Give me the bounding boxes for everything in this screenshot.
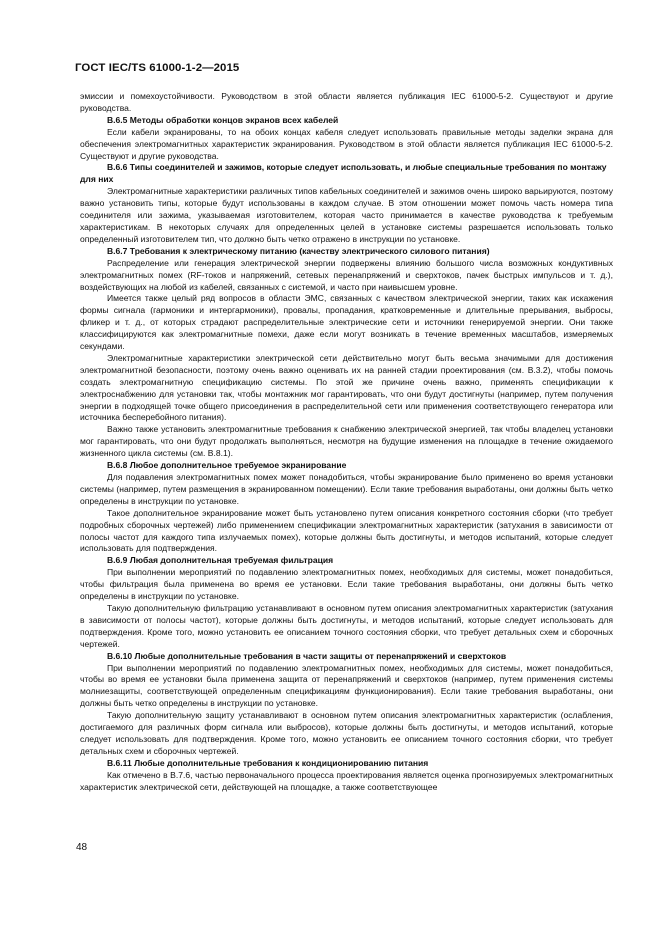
paragraph: При выполнении мероприятий по подавлению электромагнитных помех, необходимых для системы, может понадобиться, чтобы во время ее установки была применена защита от перенапряжений и сверхтоков (например, путем применения системы молниезащиты, соответствующей определенным спецификациям функционирования). Если такие требования выработаны, они должны быть четко определены в инструкции по установке. — [80, 662, 613, 709]
paragraph: Такую дополнительную защиту устанавливают в основном путем описания электромагнитных характеристик (ослабления, достигаемого для различных форм сигнала или выбросов), которые должны быть достигнуты, и методов испытаний, которые следует использовать для подтверждения. Кроме того, можно установить ее описанием точного состояния сборки, что требует детальных схем и сборочных чертежей. — [80, 710, 613, 756]
body-text — [80, 91, 613, 793]
page-number: 48 — [76, 842, 88, 853]
section-heading: В.6.6 Типы соединителей и зажимов, которые следует использовать, и любые специальные требования по монтажу для них — [80, 162, 607, 185]
section-heading: В.6.7 Требования к электрическому питанию (качеству электрического силового питания) — [107, 245, 490, 256]
section-heading: В.6.9 Любая дополнительная требуемая фильтрация — [107, 555, 334, 566]
paragraph: Распределение или генерация электрической энергии подвержены влиянию большого числа возможных кондуктивных электромагнитных помех (RF-токов и напряжений, сетевых перенапряжений и сверхтоков, пачек быстрых импульсов и т. д.), воздействующих на любой из кабелей, связанных с системой, и часто при наивысшем уровне. — [80, 257, 613, 292]
paragraph: Электромагнитные характеристики различных типов кабельных соединителей и зажимов очень широко варьируются, поэтому важно установить типы, которые будут использованы в каждом случае. В этом отношении может помочь часть номера типа соединителя или зажима, указываемая изготовителем, которая часто принимается в качестве руководства к требуемым характеристикам. В некоторых случаях для определенных целей в установке системы разрешается использовать только определенный изготовителем тип, что должно быть четко отражено в инструкции по установке. — [80, 186, 613, 244]
paragraph: Важно также установить электромагнитные требования к снабжению электрической энергией, так чтобы владелец установки мог гарантировать, что они будут продолжать выполняться, несмотря на будущие изменения на площадке в течение ожидаемого жизненного цикла системы (см. В.8.1). — [80, 424, 613, 459]
paragraph: эмиссии и помехоустойчивости. Руководством в этой области является публикация IEC 61000-5-2. Существуют и другие руководства. — [80, 91, 613, 113]
paragraph: Такое дополнительное экранирование может быть установлено путем описания конкретного состояния сборки (что требует подробных сборочных чертежей) либо применением спецификации электромагнитных характеристик (затухания в зависимости от полосы частот для каждого типа излучаемых помех), которые должны быть достигнуты, и методов испытаний, которые следует использовать для подтверждения. — [80, 507, 613, 554]
section-heading: В.6.5 Методы обработки концов экранов всех кабелей — [107, 114, 339, 125]
paragraph: Электромагнитные характеристики электрической сети действительно могут быть весьма значимыми для достижения электромагнитной безопасности, поэтому очень важно оценивать их на ранней стадии проектирования (см. В.3.2), чтобы помочь создать электромагнитную спецификацию системы. По этой же причине очень важно, применять спецификации к электроснабжению для установки так, чтобы монтажник мог гарантировать, что они будут достигнуты (например, путем получения энергии в подходящей точке общего присоединения в распределительной сети или применения соответствующего генератора или источника бесперебойного питания). — [80, 352, 613, 423]
section-heading: В.6.10 Любые дополнительные требования в части защиты от перенапряжений и сверхтоков — [107, 650, 507, 661]
paragraph: Имеется также целый ряд вопросов в области ЭМС, связанных с качеством электрической энергии, таких как искажения формы сигнала (гармоники и интергармоники), провалы, пропадания, кратковременные и длительные прерывания, выбросы, фликер и т. д., от которых страдают распределительные электрические сети и источники генерируемой энергии. Они также классифицируются как электромагнитные помехи, даже если могут возникать в течение временных масштабов, измеряемых секундами. — [80, 293, 613, 352]
paragraph: Как отмечено в В.7.6, частью первоначального процесса проектирования является оценка прогнозируемых электромагнитных характеристик электрической сети, действующей на площадке, а также соответствующее — [80, 769, 613, 792]
paragraph: Если кабели экранированы, то на обоих концах кабеля следует использовать правильные методы заделки экрана для обеспечения электромагнитных характеристик экранирования. Руководством в этой области является публикация IEC 61000-5-2. Существуют и другие руководства. — [80, 126, 613, 161]
section-heading: В.6.8 Любое дополнительное требуемое экранирование — [107, 460, 347, 471]
document-header: ГОСТ IEC/TS 61000-1-2—2015 — [75, 62, 240, 74]
paragraph: Такую дополнительную фильтрацию устанавливают в основном путем описания электромагнитных характеристик (затухания в зависимости от полосы частот), которые должны быть достигнуты, и методов испытаний, которые следует использовать для подтверждения. Кроме того, можно установить ее описанием точного состояния сборки, что требует детальных схем и сборочных чертежей. — [80, 602, 613, 649]
paragraph: При выполнении мероприятий по подавлению электромагнитных помех, необходимых для системы, может понадобиться, чтобы фильтрация была применена во время ее установки. Если такие требования выработаны, они должны быть четко определены в инструкции по установке. — [80, 567, 613, 602]
section-heading: В.6.11 Любые дополнительные требования к кондиционированию питания — [107, 757, 429, 768]
paragraph: Для подавления электромагнитных помех может понадобиться, чтобы экранирование было применено во время установки системы (например, путем размещения в экранированном помещении). Если такие требования выработаны, они должны быть четко определены в инструкции по установке. — [80, 472, 613, 506]
